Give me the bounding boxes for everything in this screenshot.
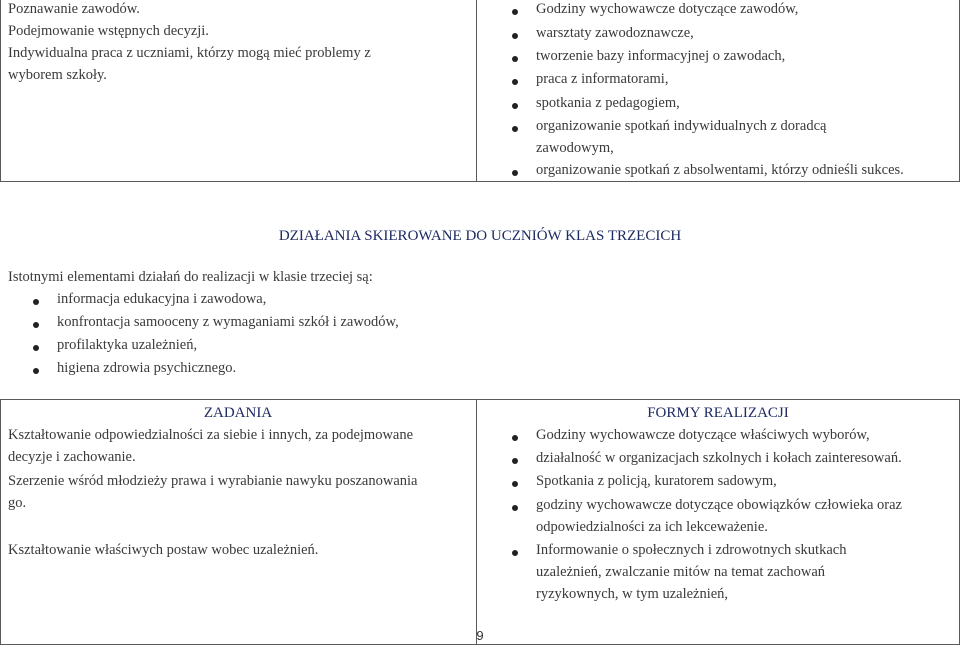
bullet-icon bbox=[512, 126, 518, 132]
top-left-line: Podejmowanie wstępnych decyzji. bbox=[8, 23, 209, 39]
top-left-line: Poznawanie zawodów. bbox=[8, 1, 140, 17]
task-line: decyzje i zachowanie. bbox=[8, 449, 136, 465]
section-heading: DZIAŁANIA SKIEROWANE DO UCZNIÓW KLAS TRZECICH bbox=[278, 228, 682, 244]
bullet-icon bbox=[512, 435, 518, 441]
top-right-item: spotkania z pedagogiem, bbox=[536, 95, 680, 111]
bullet-icon bbox=[512, 550, 518, 556]
top-right-item: Godziny wychowawcze dotyczące zawodów, bbox=[536, 1, 799, 17]
top-right-item: tworzenie bazy informacyjnej o zawodach, bbox=[536, 48, 786, 64]
bullet-icon bbox=[512, 170, 518, 176]
bullet-icon bbox=[33, 368, 39, 374]
form-line: Godziny wychowawcze dotyczące właściwych wyborów, bbox=[536, 427, 870, 443]
column-header-formy-realizacji: FORMY REALIZACJI bbox=[647, 405, 789, 421]
top-right-item: organizowanie spotkań indywidualnych z doradcą bbox=[536, 118, 827, 134]
section-intro: Istotnymi elementami działań do realizacji w klasie trzeciej są: bbox=[8, 269, 373, 285]
bullet-icon bbox=[33, 322, 39, 328]
form-line-continuation: odpowiedzialności za ich lekceważenie. bbox=[536, 519, 768, 535]
form-line: Informowanie o społecznych i zdrowotnych skutkach bbox=[536, 542, 847, 558]
form-line-continuation: uzależnień, zwalczanie mitów na temat zachowań bbox=[536, 564, 826, 580]
bullet-icon bbox=[33, 345, 39, 351]
top-right-item: warsztaty zawodoznawcze, bbox=[536, 25, 694, 41]
top-left-line: Indywidualna praca z uczniami, którzy mogą mieć problemy z bbox=[8, 45, 371, 61]
bullet-icon bbox=[512, 481, 518, 487]
top-left-line: wyborem szkoły. bbox=[8, 67, 107, 83]
form-line: godziny wychowawcze dotyczące obowiązków człowieka oraz bbox=[536, 497, 902, 513]
top-right-item-continuation: zawodowym, bbox=[536, 140, 614, 156]
bullet-icon bbox=[512, 56, 518, 62]
bullet-icon bbox=[512, 103, 518, 109]
section-list-item: profilaktyka uzależnień, bbox=[57, 337, 198, 353]
top-right-item: praca z informatorami, bbox=[536, 71, 669, 87]
form-line: Spotkania z policją, kuratorem sadowym, bbox=[536, 473, 777, 489]
form-line-continuation: ryzykownych, w tym uzależnień, bbox=[536, 586, 729, 602]
bullet-icon bbox=[512, 458, 518, 464]
task-line: Szerzenie wśród młodzieży prawa i wyrabianie nawyku poszanowania bbox=[8, 473, 418, 489]
page-number: 9 bbox=[476, 628, 484, 643]
bullet-icon bbox=[512, 505, 518, 511]
top-right-item: organizowanie spotkań z absolwentami, którzy odnieśli sukces. bbox=[536, 162, 904, 178]
section-list-item: higiena zdrowia psychicznego. bbox=[57, 360, 237, 376]
bullet-icon bbox=[33, 299, 39, 305]
bullet-icon bbox=[512, 79, 518, 85]
column-header-zadania: ZADANIA bbox=[203, 405, 273, 421]
task-line: go. bbox=[8, 495, 27, 511]
task-line: Kształtowanie odpowiedzialności za siebie i innych, za podejmowane bbox=[8, 427, 414, 443]
section-list-item: informacja edukacyjna i zawodowa, bbox=[57, 291, 267, 307]
section-list-item: konfrontacja samooceny z wymaganiami szkół i zawodów, bbox=[57, 314, 399, 330]
task-line: Kształtowanie właściwych postaw wobec uzależnień. bbox=[8, 542, 319, 558]
form-line: działalność w organizacjach szkolnych i kołach zainteresowań. bbox=[536, 450, 902, 466]
bullet-icon bbox=[512, 9, 518, 15]
bullet-icon bbox=[512, 33, 518, 39]
